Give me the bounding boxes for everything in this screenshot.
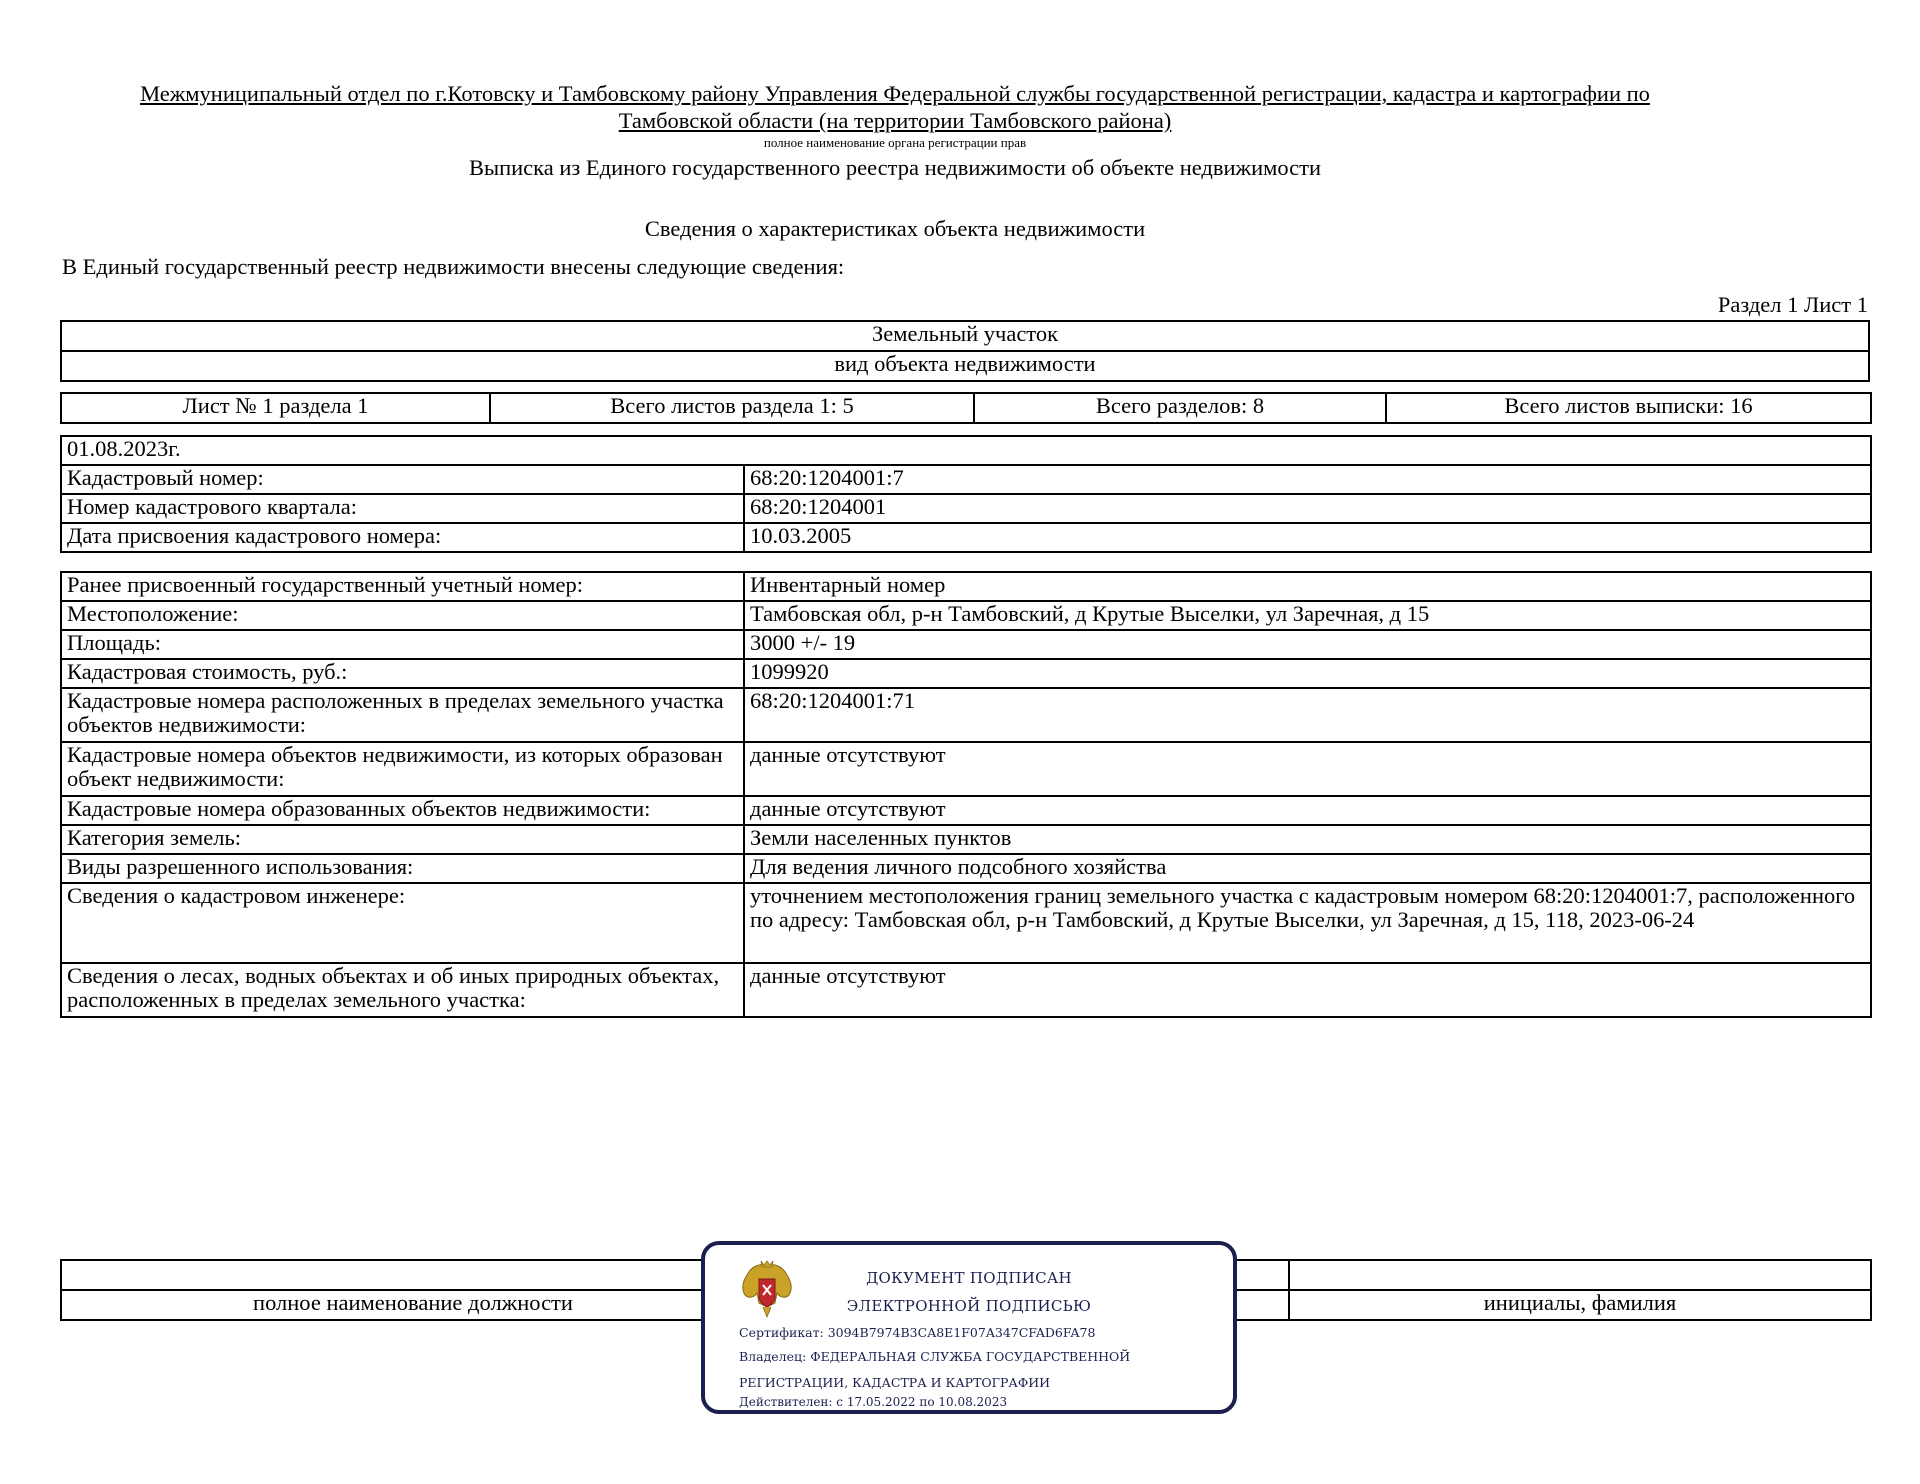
registration-body-name — [60, 80, 1730, 134]
position-line — [61, 1260, 765, 1290]
row-value: данные отсутствуют — [744, 742, 1871, 796]
row-value: Инвентарный номер — [744, 572, 1871, 601]
row-value: уточнением местоположения границ земельного участка с кадастровым номером 68:20:1204001:7, расположенного по адресу: Тамбовская обл, р-н Тамбовский, д Крутые Выселки, ул Заречная, д 15, 118, 2023-06-24 — [744, 883, 1871, 963]
object-kind-value: Земельный участок — [61, 321, 1869, 351]
total-section-sheets: Всего листов раздела 1: 5 — [490, 393, 974, 423]
table-row — [61, 465, 1871, 494]
name-caption: инициалы, фамилия — [1289, 1290, 1871, 1320]
table-row — [61, 796, 1871, 825]
table-row — [61, 659, 1871, 688]
table-row — [61, 883, 1871, 963]
identification-table — [60, 435, 1872, 553]
row-label: Категория земель: — [61, 825, 744, 854]
section-title: Сведения о характеристиках объекта недвижимости — [644, 216, 1146, 241]
sheet-number: Лист № 1 раздела 1 — [61, 393, 490, 423]
org-caption: полное наименование органа регистрации прав — [763, 135, 1027, 150]
object-kind-table — [60, 320, 1870, 382]
row-label: Ранее присвоенный государственный учетный номер: — [61, 572, 744, 601]
row-label: Кадастровые номера образованных объектов недвижимости: — [61, 796, 744, 825]
table-row — [61, 523, 1871, 552]
org-line-2: Тамбовской области (на территории Тамбовского района) — [618, 108, 1172, 133]
sheets-table — [60, 392, 1872, 424]
stamp-certificate: Сертификат: 3094B7974B3CA8E1F07A347CFAD6FA78 — [739, 1325, 1096, 1340]
row-label: Сведения о кадастровом инженере: — [61, 883, 744, 963]
stamp-validity: Действителен: с 17.05.2022 по 10.08.2023 — [739, 1395, 1008, 1409]
stamp-owner-line-1: Владелец: ФЕДЕРАЛЬНАЯ СЛУЖБА ГОСУДАРСТВЕННОЙ — [739, 1349, 1131, 1364]
row-label: Площадь: — [61, 630, 744, 659]
row-value: 68:20:1204001:71 — [744, 688, 1871, 742]
row-value: Земли населенных пунктов — [744, 825, 1871, 854]
intro-text: В Единый государственный реестр недвижимости внесены следующие сведения: — [62, 254, 845, 279]
row-label: Кадастровый номер: — [61, 465, 744, 494]
document-title: Выписка из Единого государственного реестра недвижимости об объекте недвижимости — [468, 155, 1322, 180]
row-value: Для ведения личного подсобного хозяйства — [744, 854, 1871, 883]
table-row — [61, 854, 1871, 883]
row-value: 10.03.2005 — [744, 523, 1871, 552]
row-label: Сведения о лесах, водных объектах и об иных природных объектах, расположенных в пределах земельного участка: — [61, 963, 744, 1017]
table-row — [61, 630, 1871, 659]
row-label: Виды разрешенного использования: — [61, 854, 744, 883]
table-row — [61, 601, 1871, 630]
row-label: Номер кадастрового квартала: — [61, 494, 744, 523]
table-row — [61, 825, 1871, 854]
extract-date: 01.08.2023г. — [61, 436, 1871, 465]
row-value: 68:20:1204001 — [744, 494, 1871, 523]
org-line-1: Межмуниципальный отдел по г.Котовску и Тамбовскому району Управления Федеральной службы государственной регистрации, кадастра и картографии по — [140, 81, 1650, 106]
table-row — [61, 742, 1871, 796]
row-value: 3000 +/- 19 — [744, 630, 1871, 659]
row-label: Кадастровые номера расположенных в пределах земельного участка объектов недвижимости: — [61, 688, 744, 742]
table-row — [61, 688, 1871, 742]
object-kind-caption: вид объекта недвижимости — [61, 351, 1869, 381]
table-row — [61, 572, 1871, 601]
sheet-reference: Раздел 1 Лист 1 — [1717, 292, 1868, 317]
row-value: 1099920 — [744, 659, 1871, 688]
stamp-owner-line-2: РЕГИСТРАЦИИ, КАДАСТРА И КАРТОГРАФИИ — [739, 1375, 1051, 1390]
row-label: Дата присвоения кадастрового номера: — [61, 523, 744, 552]
name-line — [1289, 1260, 1871, 1290]
characteristics-table — [60, 571, 1872, 1018]
stamp-title-line-1: ДОКУМЕНТ ПОДПИСАН — [866, 1269, 1072, 1287]
total-sections: Всего разделов: 8 — [974, 393, 1386, 423]
table-row — [61, 963, 1871, 1017]
table-row — [61, 494, 1871, 523]
row-label: Местоположение: — [61, 601, 744, 630]
row-value: 68:20:1204001:7 — [744, 465, 1871, 494]
row-label: Кадастровая стоимость, руб.: — [61, 659, 744, 688]
total-extract-sheets: Всего листов выписки: 16 — [1386, 393, 1871, 423]
row-value: данные отсутствуют — [744, 796, 1871, 825]
electronic-signature-stamp — [701, 1241, 1237, 1414]
stamp-title-line-2: ЭЛЕКТРОННОЙ ПОДПИСЬЮ — [846, 1297, 1092, 1315]
row-label: Кадастровые номера объектов недвижимости, из которых образован объект недвижимости: — [61, 742, 744, 796]
position-caption: полное наименование должности — [61, 1290, 765, 1320]
row-value: Тамбовская обл, р-н Тамбовский, д Крутые Выселки, ул Заречная, д 15 — [744, 601, 1871, 630]
row-value: данные отсутствуют — [744, 963, 1871, 1017]
